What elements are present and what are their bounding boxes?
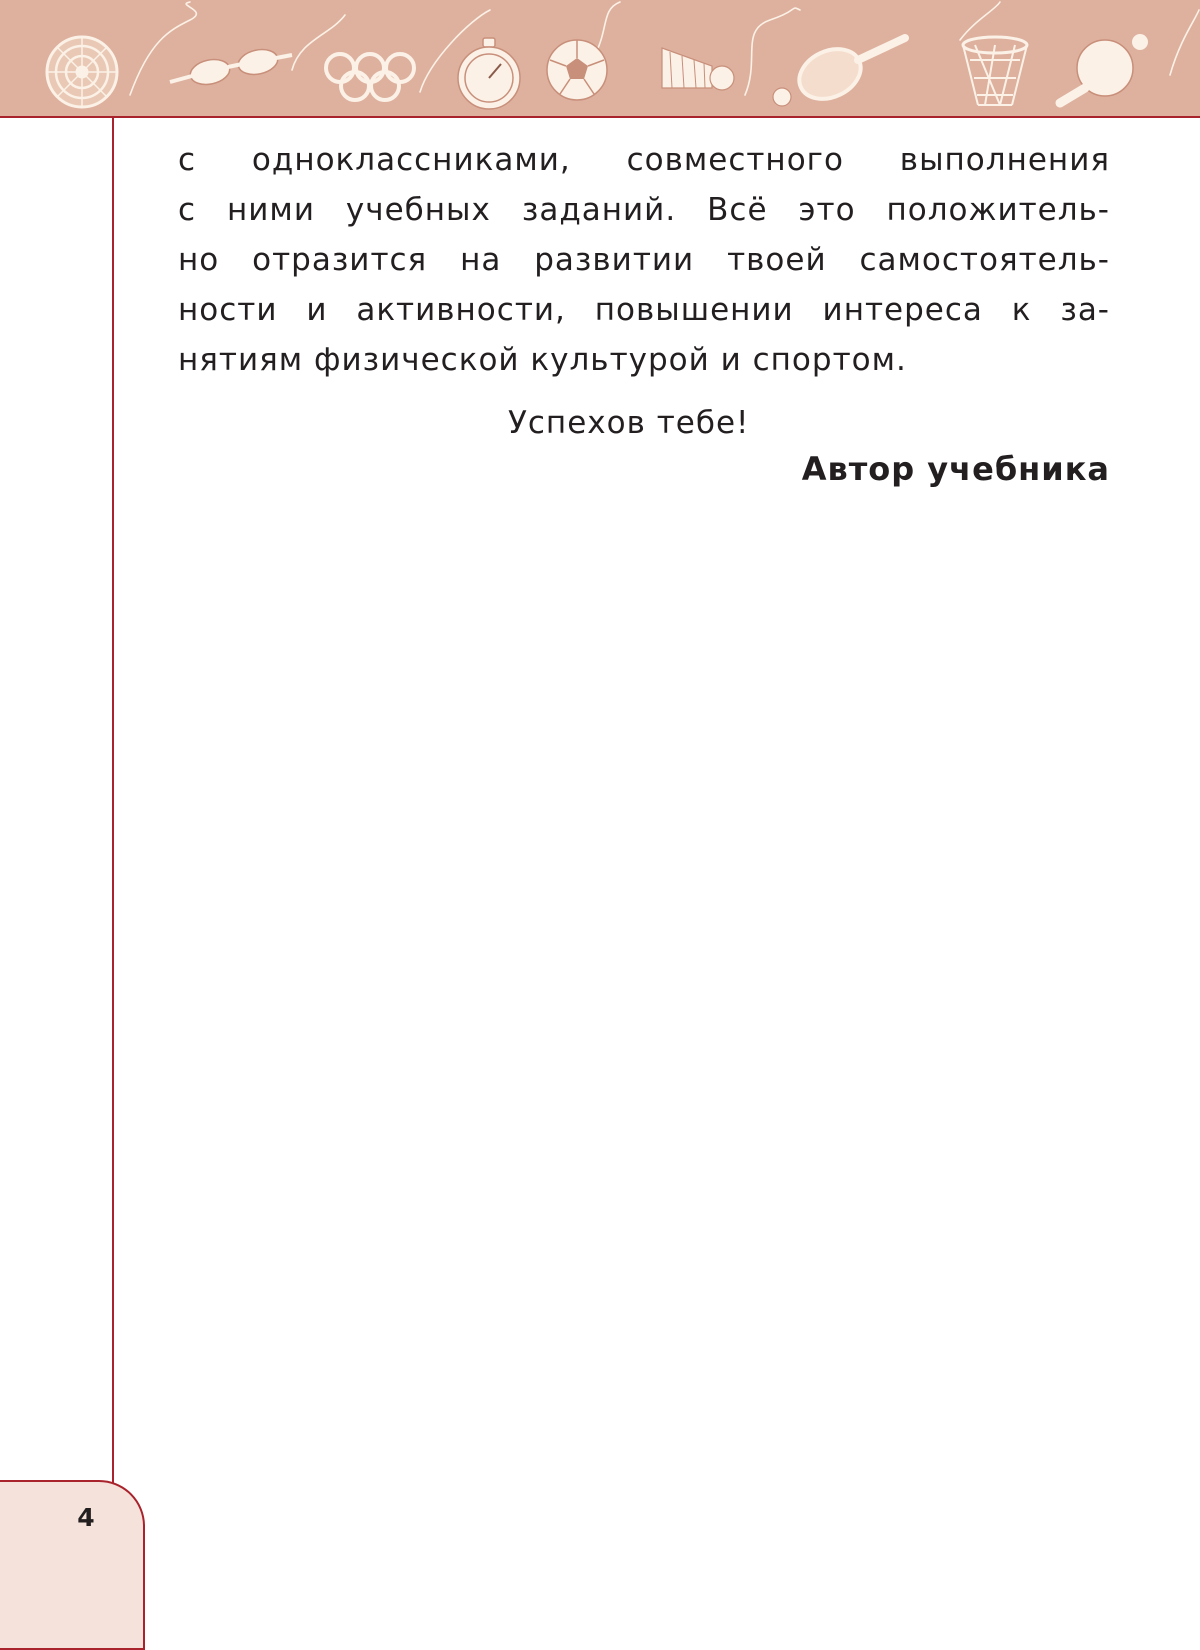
- dartboard-icon: [47, 37, 117, 107]
- body-paragraph: [178, 135, 1110, 385]
- shuttlecock-icon: [662, 48, 734, 90]
- olympic-rings-icon: [326, 54, 414, 100]
- text-line: с ними учебных заданий. Всё это положитель-: [178, 192, 1110, 228]
- swim-goggles-icon: [170, 46, 292, 88]
- text-line: ности и активности, повышении интереса к за-: [178, 292, 1110, 328]
- page-number: 4: [77, 1503, 95, 1532]
- closing-wish: Успехов тебе!: [508, 405, 750, 441]
- ping-pong-paddle-icon: [1060, 34, 1148, 103]
- stopwatch-icon: [458, 38, 520, 109]
- tennis-racket-icon: [773, 38, 905, 108]
- soccer-ball-icon: [547, 40, 607, 100]
- text-line: нятиям физической культурой и спортом.: [178, 342, 907, 378]
- basketball-hoop-icon: [963, 37, 1027, 105]
- author-signature: Автор учебника: [801, 450, 1110, 488]
- sports-ornament: [0, 0, 1200, 118]
- text-line: с одноклассниками, совместного выполнения: [178, 142, 1110, 178]
- margin-rule: [112, 118, 114, 1486]
- text-line: но отразится на развитии твоей самостоятель-: [178, 242, 1110, 278]
- header-rule: [0, 116, 1200, 118]
